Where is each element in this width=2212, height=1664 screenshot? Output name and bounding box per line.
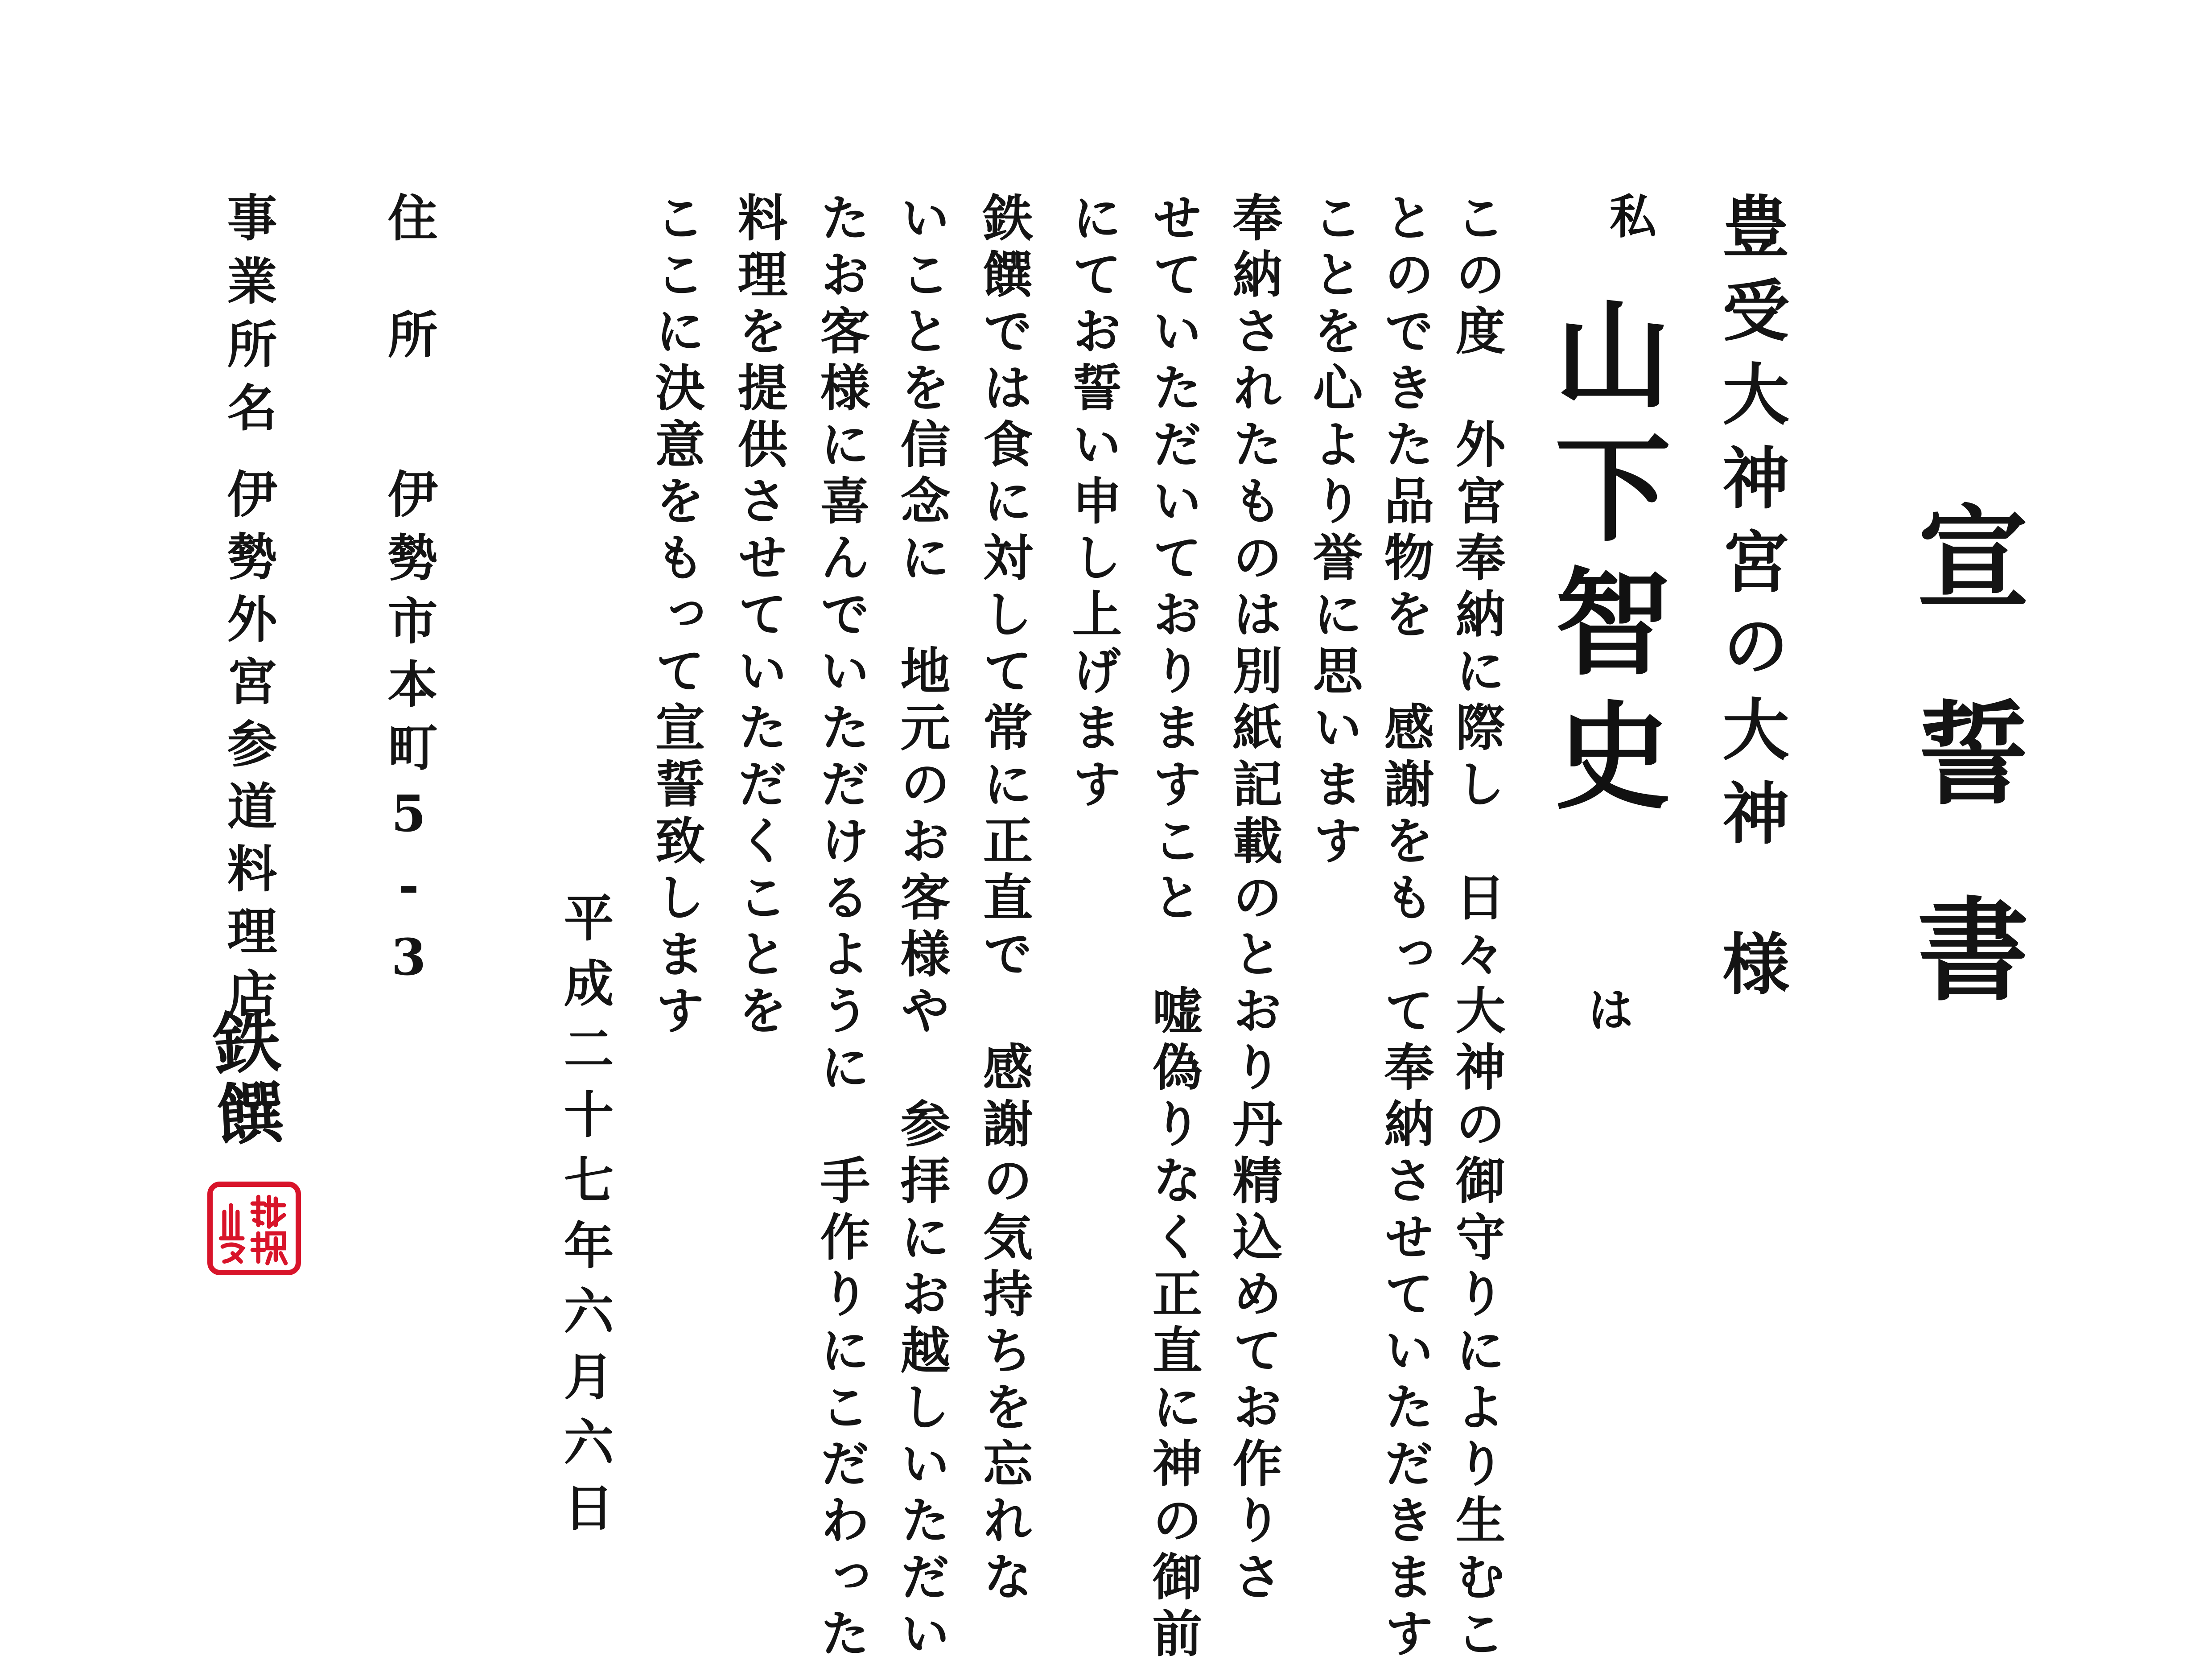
office-name-value: 伊勢外宮参道料理店 [219,468,277,1030]
seal-icon [213,1187,296,1270]
address-label: 住所 [379,192,438,425]
red-seal-stamp [207,1182,301,1275]
body-line-7: 鉄饌では食に対して常に正直で 感謝の気持ちを忘れな [975,192,1033,1607]
addressee-name: 豊受大神宮の大神 [1711,192,1789,862]
body-line-4: 奉納されたものは別紙記載のとおり丹精込めてお作りさ [1224,192,1283,1607]
address-value: 伊勢市本町5-3 [379,468,438,1000]
author-particle: は [1580,985,1635,1032]
body-line-5: せていただいておりますこと 嘘偽りなく正直に神の御前 [1144,192,1203,1664]
body-line-10: 料理を提供させていただくことを [729,192,788,1041]
document-date: 平成二十七年六月六日 [556,892,614,1547]
body-line-1: この度 外宮奉納に際し 日々大神の御守りにより生むこ [1447,192,1506,1664]
addressee-honorific: 様 [1711,929,1789,1013]
body-line-6: にてお誓い申し上げます [1064,192,1122,815]
body-line-11: ここに決意をもって宣誓致します [647,192,705,1041]
author-block [1529,192,1672,1032]
document-title: 宣誓書 [1899,499,2030,1088]
body-line-9: たお客様に喜んでいただけるように 手作りにこだわった [812,192,870,1664]
author-pronoun: 私 [1602,192,1657,239]
body-line-2: とのできた品物を 感謝をもって奉納させていただきます [1376,192,1434,1664]
body-line-3: ことを心より誉に思います [1305,192,1363,871]
author-name: 山下智史 [1536,294,1672,829]
body-line-8: いことを信念に 地元のお客様や 参拝にお越しいただい [892,192,951,1664]
addressee [1711,192,1789,1013]
signature: 鉄饌 [200,1005,286,1153]
office-name-label: 事業所名 [219,192,277,445]
